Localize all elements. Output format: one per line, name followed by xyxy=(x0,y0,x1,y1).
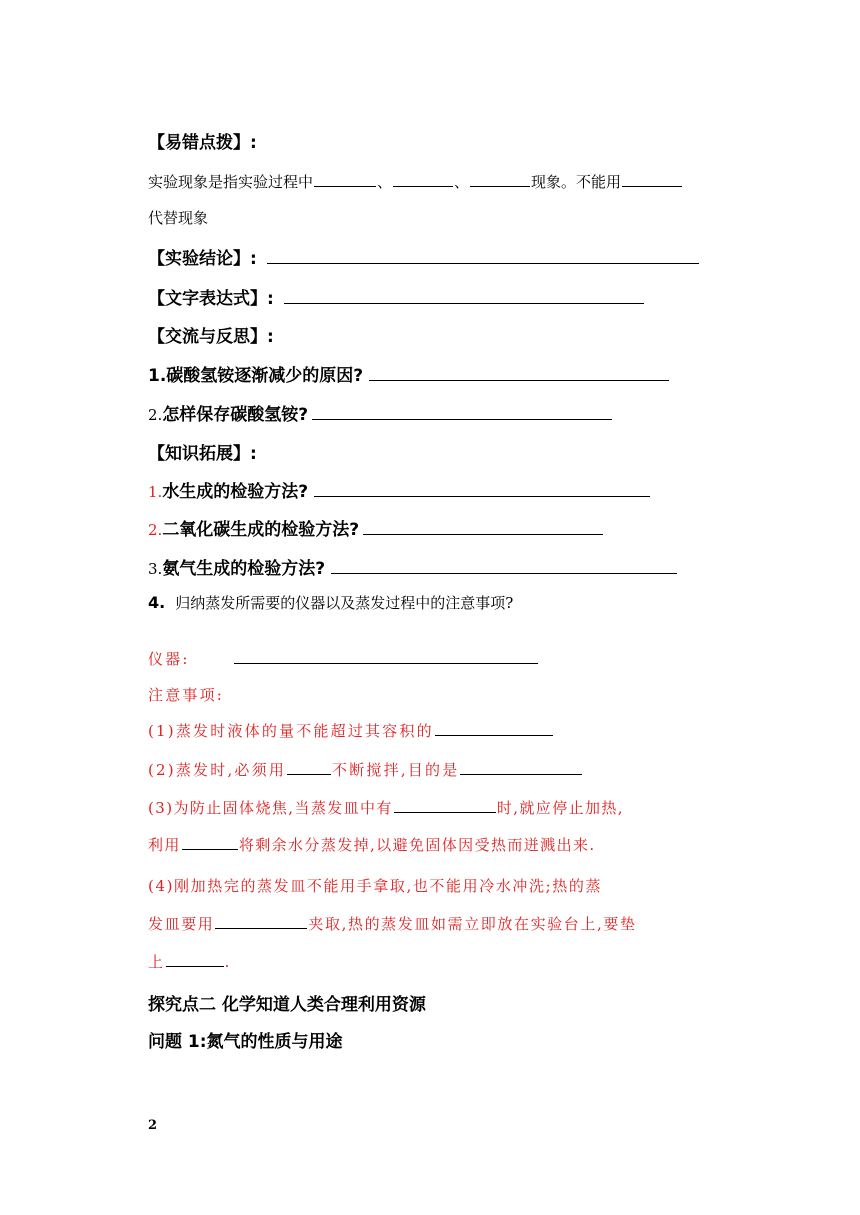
question-2: 2.怎样保存碳酸氢铵? xyxy=(148,400,613,425)
note-4-end: 上 . xyxy=(148,953,231,971)
text-line: 代替现象 xyxy=(148,209,209,227)
extension-item-1: 1.水生成的检验方法? xyxy=(148,477,651,502)
section-title-inquiry-2: 探究点二 化学知道人类合理利用资源 xyxy=(148,995,426,1015)
answer-blank[interactable] xyxy=(369,363,669,381)
note-1: (1)蒸发时液体的量不能超过其容积的 xyxy=(148,720,554,741)
answer-blank[interactable] xyxy=(435,720,553,736)
answer-blank[interactable] xyxy=(182,834,238,850)
section-title-question-1: 问题 1:氮气的性质与用途 xyxy=(148,1032,343,1052)
question-1: 1.碳酸氢铵逐渐减少的原因? xyxy=(148,361,670,386)
extension-item-2: 2.二氧化碳生成的检验方法? xyxy=(148,515,604,540)
answer-blank[interactable] xyxy=(331,556,677,574)
extension-item-3: 3.氨气生成的检验方法? xyxy=(148,554,678,579)
note-3: (3)为防止固体烧焦,当蒸发皿中有 时,就应停止加热, xyxy=(148,799,624,817)
answer-blank[interactable] xyxy=(234,648,538,664)
answer-blank[interactable] xyxy=(312,402,612,420)
page-number: 2 xyxy=(148,1118,158,1133)
note-3-cont: 利用 将剩余水分蒸发掉,以避免固体因受热而迸溅出来. xyxy=(148,836,596,854)
section-title-reflection: 【交流与反思】: xyxy=(148,327,274,347)
answer-blank[interactable] xyxy=(393,171,453,187)
notes-label: 注意事项: xyxy=(148,686,225,704)
answer-blank[interactable] xyxy=(284,286,644,304)
answer-blank[interactable] xyxy=(363,517,603,535)
answer-blank[interactable] xyxy=(314,479,650,497)
answer-blank[interactable] xyxy=(215,913,307,929)
note-2: (2)蒸发时,必须用 不断搅拌,目的是 xyxy=(148,759,583,780)
answer-blank[interactable] xyxy=(394,797,496,813)
section-title-conclusion: 【实验结论】: xyxy=(148,244,700,269)
instruments-line: 仪器: xyxy=(148,648,539,669)
section-title-extension: 【知识拓展】: xyxy=(148,444,257,464)
note-4-cont: 发皿要用 夹取,热的蒸发皿如需立即放在实验台上,要垫 xyxy=(148,915,637,933)
text-line: 实验现象是指实验过程中 、 、 现象。不能用 xyxy=(148,171,683,192)
answer-blank[interactable] xyxy=(267,246,699,264)
answer-blank[interactable] xyxy=(460,759,582,775)
note-4: (4)刚加热完的蒸发皿不能用手拿取,也不能用冷水冲洗;热的蒸 xyxy=(148,877,603,895)
answer-blank[interactable] xyxy=(287,759,331,775)
extension-item-4: 4. 归纳蒸发所需要的仪器以及蒸发过程中的注意事项? xyxy=(148,593,514,612)
section-title-common-mistakes: 【易错点拨】: xyxy=(148,133,257,153)
answer-blank[interactable] xyxy=(166,951,224,967)
answer-blank[interactable] xyxy=(470,171,530,187)
answer-blank[interactable] xyxy=(622,171,682,187)
answer-blank[interactable] xyxy=(314,171,376,187)
section-title-word-equation: 【文字表达式】: xyxy=(148,284,645,309)
